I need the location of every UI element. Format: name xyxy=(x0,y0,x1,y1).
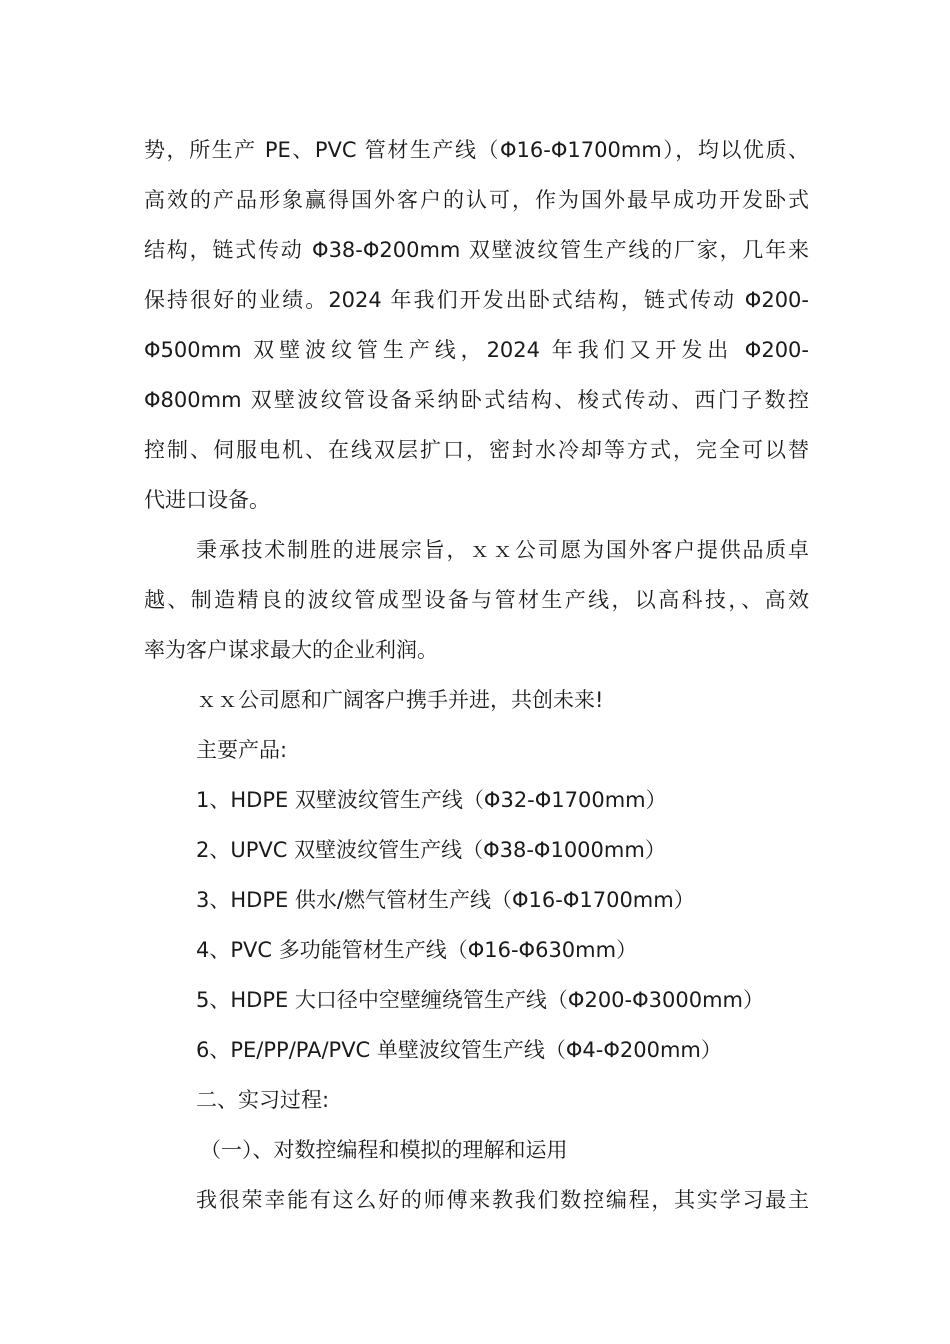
product-item: 4、PVC 多功能管材生产线（Φ16-Φ630mm） xyxy=(196,938,638,962)
paragraph-line: 高效的产品形象赢得国外客户的认可，作为国外最早成功开发卧式 xyxy=(144,188,809,212)
product-item: 5、HDPE 大口径中空壁缠绕管生产线（Φ200-Φ3000mm） xyxy=(196,988,765,1012)
slogan: ｘｘ公司愿和广阔客户携手并进，共创未来! xyxy=(196,688,604,712)
product-item: 6、PE/PP/PA/PVC 单壁波纹管生产线（Φ4-Φ200mm） xyxy=(196,1038,722,1062)
paragraph-line: Φ500mm 双壁波纹管生产线，2024 年我们又开发出 Φ200- xyxy=(144,338,809,362)
section-heading: 二、实习过程: xyxy=(196,1088,330,1112)
paragraph-line: 控制、伺服电机、在线双层扩口，密封水冷却等方式，完全可以替 xyxy=(144,438,809,462)
paragraph-line: 保持很好的业绩。2024 年我们开发出卧式结构，链式传动 Φ200- xyxy=(144,288,809,312)
paragraph-line: 结构，链式传动 Φ38-Φ200mm 双壁波纹管生产线的厂家，几年来 xyxy=(144,238,809,262)
paragraph-line: 代进口设备。 xyxy=(144,488,270,512)
paragraph-line: 秉承技术制胜的进展宗旨，ｘｘ公司愿为国外客户提供品质卓 xyxy=(196,538,809,562)
paragraph-line: Φ800mm 双壁波纹管设备采纳卧式结构、梭式传动、西门子数控 xyxy=(144,388,809,412)
paragraph-line: 势，所生产 PE、PVC 管材生产线（Φ16-Φ1700mm），均以优质、 xyxy=(144,138,809,162)
paragraph-line: 率为客户谋求最大的企业利润。 xyxy=(144,638,438,662)
product-item: 2、UPVC 双壁波纹管生产线（Φ38-Φ1000mm） xyxy=(196,838,666,862)
paragraph-line: 我很荣幸能有这么好的师傅来教我们数控编程，其实学习最主 xyxy=(196,1188,809,1212)
subsection-heading: （一）、对数控编程和模拟的理解和运用 xyxy=(200,1138,568,1162)
paragraph-line: 越、制造精良的波纹管成型设备与管材生产线，以高科技，、高效 xyxy=(144,588,809,612)
products-heading: 主要产品: xyxy=(196,738,288,762)
product-item: 3、HDPE 供水/燃气管材生产线（Φ16-Φ1700mm） xyxy=(196,888,695,912)
product-item: 1、HDPE 双壁波纹管生产线（Φ32-Φ1700mm） xyxy=(196,788,667,812)
